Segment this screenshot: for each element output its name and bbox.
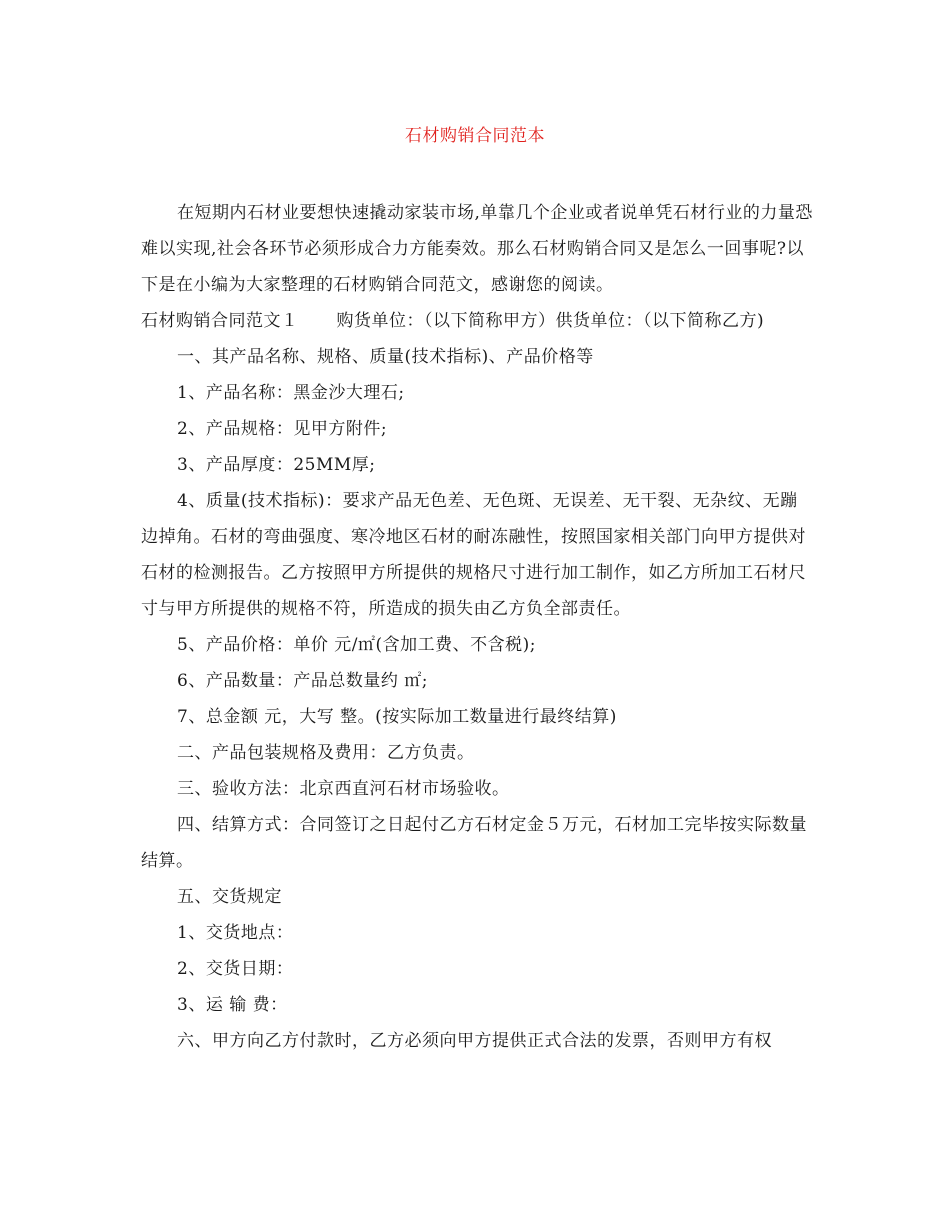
contract-heading-label: 石材购销合同范文１ — [141, 311, 299, 331]
item-quantity: 6、产品数量：产品总数量约 ㎡; — [177, 671, 428, 691]
intro-paragraph: 在短期内石材业要想快速撬动家装市场,单靠几个企业或者说单凭石材行业的力量恐难以实现,社会各环节必须形成合力方能奏效。那么石材购销合同又是怎么一回事呢?以下是在小编为大家整理的石材购销合同范文，感谢您的阅读。 — [141, 203, 813, 295]
contract-parties: 购货单位：（以下简称甲方）供货单位：（以下简称乙方) — [336, 311, 765, 331]
document-title: 石材购销合同范本 — [405, 126, 545, 146]
item-product-thickness: 3、产品厚度：25MM厚; — [177, 455, 376, 475]
section-packaging: 二、产品包装规格及费用：乙方负责。 — [177, 743, 475, 763]
item-price: 5、产品价格：单价 元/㎡(含加工费、不含税); — [177, 635, 536, 655]
item-product-name: 1、产品名称：黑金沙大理石; — [177, 383, 405, 403]
section-payment-invoice: 六、甲方向乙方付款时，乙方必须向甲方提供正式合法的发票，否则甲方有权 — [177, 1031, 772, 1051]
document-body — [141, 195, 813, 1059]
item-freight: 3、运 输 费： — [177, 995, 288, 1015]
section-delivery: 五、交货规定 — [177, 887, 282, 907]
section-settlement: 四、结算方式：合同签订之日起付乙方石材定金５万元，石材加工完毕按实际数量结算。 — [141, 815, 807, 871]
item-product-spec: 2、产品规格：见甲方附件; — [177, 419, 388, 439]
section-acceptance: 三、验收方法：北京西直河石材市场验收。 — [177, 779, 510, 799]
item-quality: 4、质量(技术指标)：要求产品无色差、无色斑、无误差、无干裂、无杂纹、无蹦边掉角。石材的弯曲强度、寒冷地区石材的耐冻融性，按照国家相关部门向甲方提供对石材的检测报告。乙方按照甲方所提供的规格尺寸进行加工制作，如乙方所加工石材尺寸与甲方所提供的规格不符，所造成的损失由乙方负全部责任。 — [141, 491, 806, 619]
item-delivery-date: 2、交货日期： — [177, 959, 294, 979]
contract-heading-line — [141, 303, 813, 339]
item-total-amount: 7、总金额 元，大写 整。(按实际加工数量进行最终结算) — [177, 707, 617, 727]
section-product-info: 一、其产品名称、规格、质量(技术指标)、产品价格等 — [177, 347, 594, 367]
item-delivery-place: 1、交货地点： — [177, 923, 294, 943]
